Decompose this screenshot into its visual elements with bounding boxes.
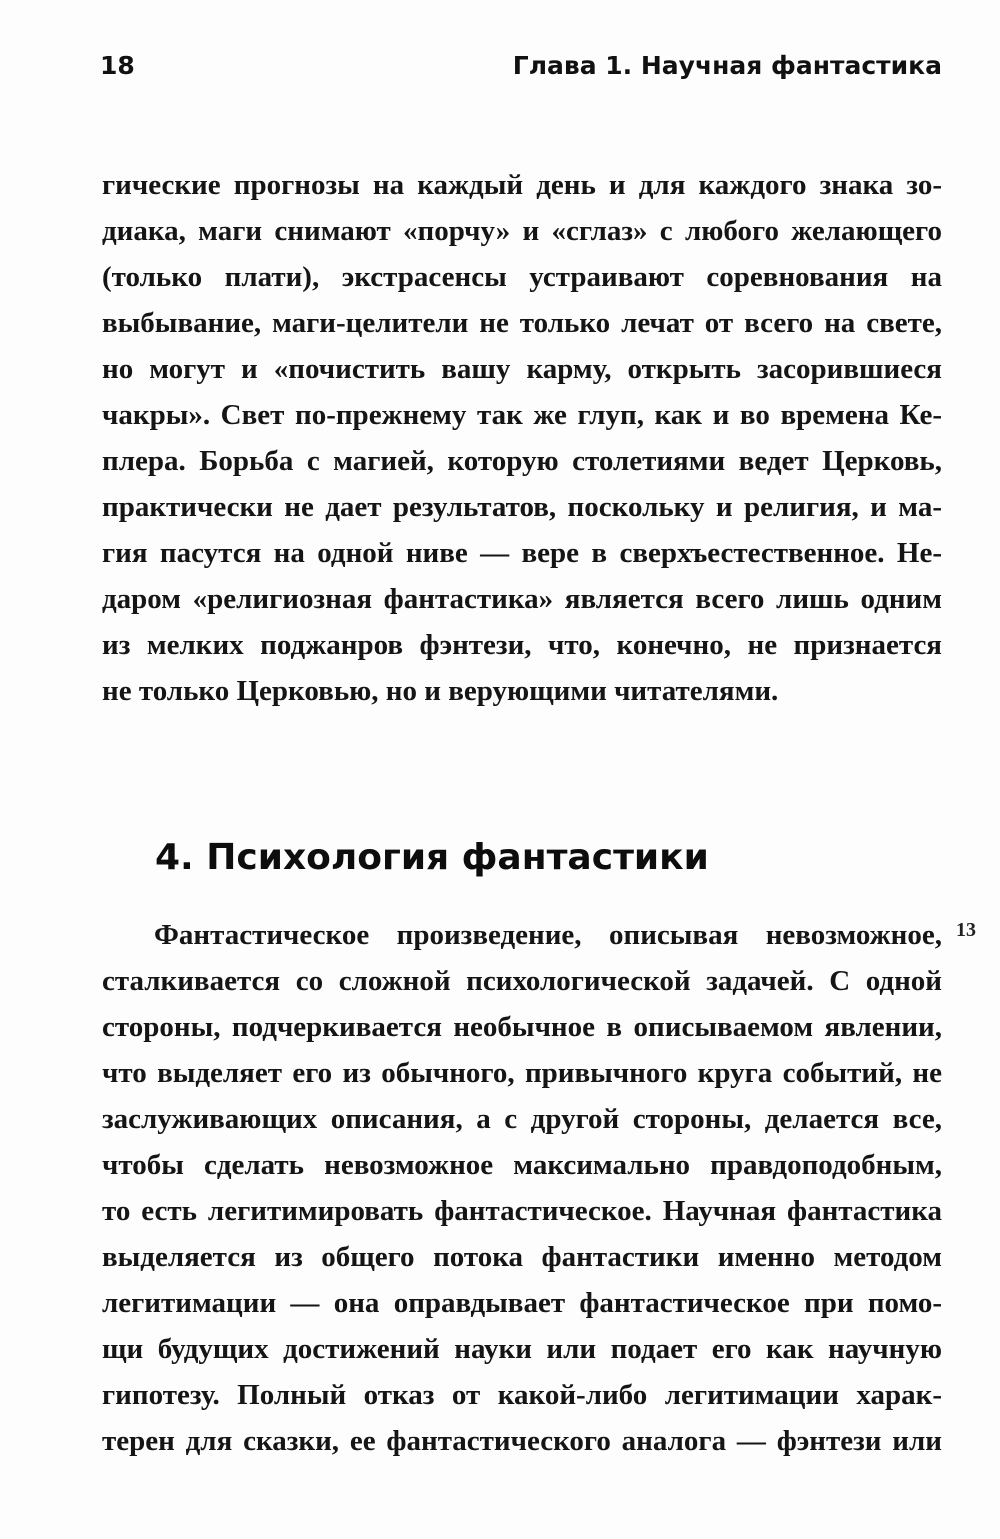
text-line: стороны, подчеркивается необычное в описываемом явлении,	[102, 1011, 942, 1043]
text-line: из мелких поджанров фэнтези, что, конечно, не признается	[102, 629, 942, 661]
text-line: гипотезу. Полный отказ от какой-либо легитимации харак-	[102, 1379, 942, 1411]
text-line: гические прогнозы на каждый день и для каждого знака зо-	[102, 169, 942, 201]
text-line: но могут и «почистить вашу карму, открыть засорившиеся	[102, 353, 942, 385]
text-line: сталкивается со сложной психологической задачей. С одной	[102, 965, 942, 997]
text-line: практически не дает результатов, поскольку и религия, и ма-	[102, 491, 942, 523]
text-line: чакры». Свет по-прежнему так же глуп, как и во времена Ке-	[102, 399, 942, 431]
text-line: даром «религиозная фантастика» является всего лишь одним	[102, 583, 942, 615]
text-line: не только Церковью, но и верующими читателями.	[102, 675, 779, 707]
page-header	[100, 46, 942, 86]
page-number: 18	[100, 51, 135, 80]
text-line: заслуживающих описания, а с другой стороны, делается все,	[102, 1103, 942, 1135]
margin-note-number: 13	[956, 919, 976, 941]
text-line: легитимации — она оправдывает фантастическое при помо-	[102, 1287, 942, 1319]
text-line: чтобы сделать невозможное максимально правдоподобным,	[102, 1149, 942, 1181]
text-line: то есть легитимировать фантастическое. Научная фантастика	[102, 1195, 942, 1227]
text-line: диака, маги снимают «порчу» и «сглаз» с любого желающего	[102, 215, 942, 247]
text-line: плера. Борьба с магией, которую столетиями ведет Церковь,	[102, 445, 942, 477]
text-line: Фантастическое произведение, описывая невозможное,	[154, 919, 942, 951]
text-line: выделяется из общего потока фантастики именно методом	[102, 1241, 942, 1273]
text-line: что выделяет его из обычного, привычного круга событий, не	[102, 1057, 942, 1089]
text-line: (только плати), экстрасенсы устраивают соревнования на	[102, 261, 942, 293]
paragraph-continued	[102, 162, 942, 714]
text-line: щи будущих достижений науки или подает его как научную	[102, 1333, 942, 1365]
section-heading: 4. Психология фантастики	[155, 837, 709, 878]
text-line: гия пасутся на одной ниве — вере в сверхъестественное. Не-	[102, 537, 942, 569]
text-line: выбывание, маги-целители не только лечат от всего на свете,	[102, 307, 942, 339]
text-line: терен для сказки, ее фантастического аналога — фэнтези или	[102, 1425, 942, 1457]
paragraph-section-start	[102, 912, 942, 1464]
running-title: Глава 1. Научная фантастика	[512, 51, 942, 80]
